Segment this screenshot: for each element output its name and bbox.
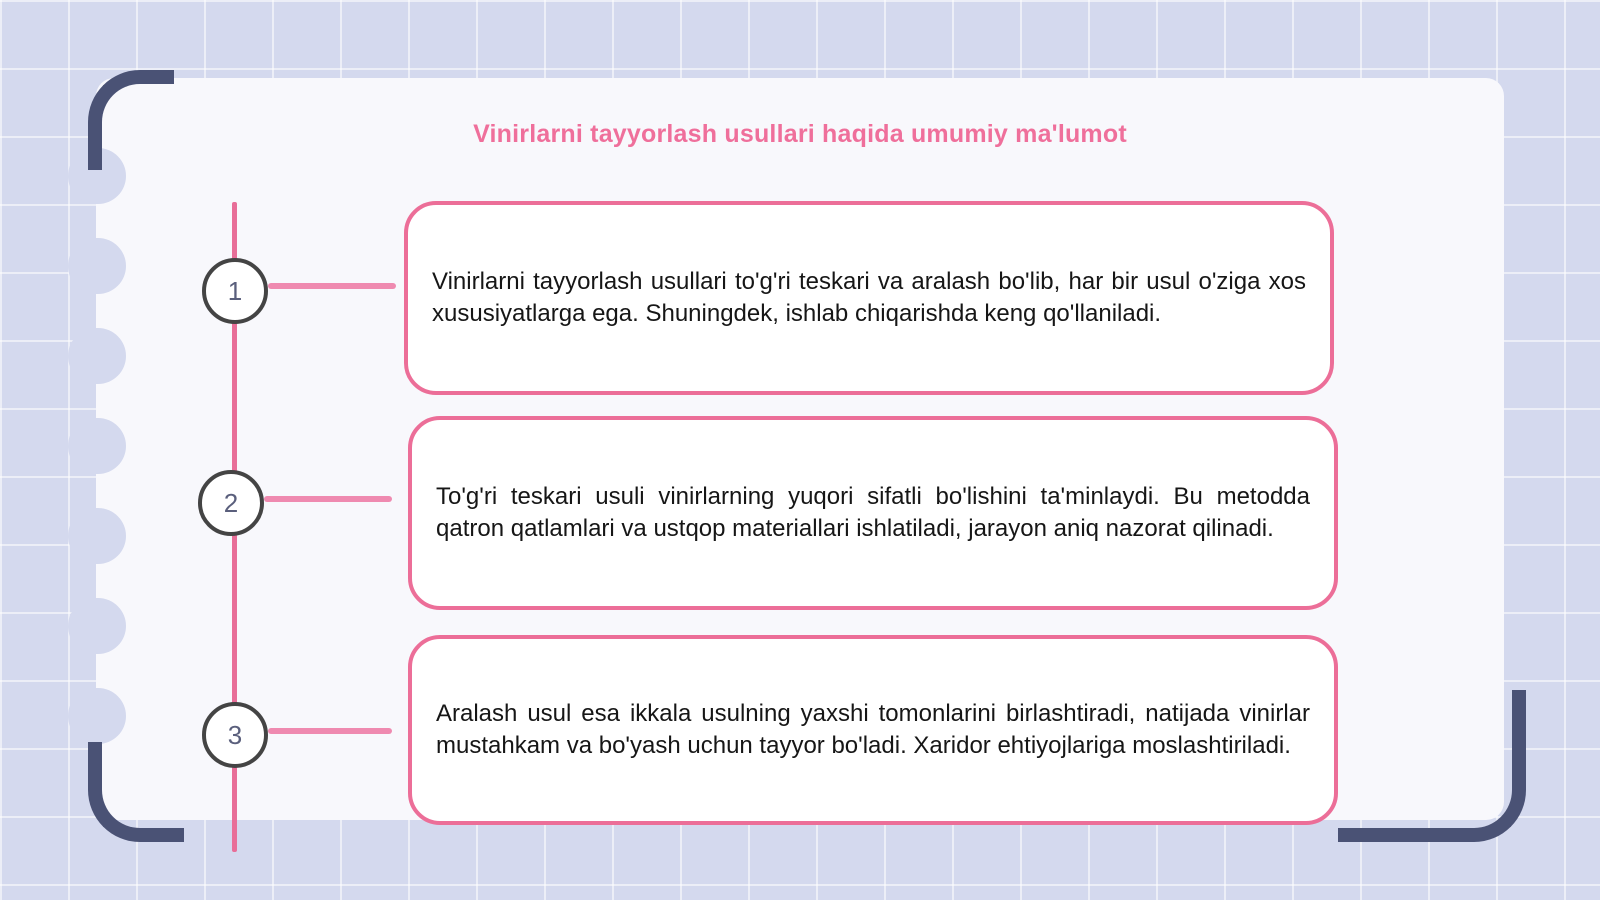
step-number-2: 2 [198, 470, 264, 536]
step-card-3-text: Aralash usul esa ikkala usulning yaxshi tomonlarini birlashtiradi, natijada vinirlar mustahkam va bo'yash uchun tayyor bo'ladi. Xaridor ehtiyojlariga moslashtiriladi. [436, 700, 1310, 759]
step-number-3: 3 [202, 702, 268, 768]
slide-title: Vinirlarni tayyorlash usullari haqida umumiy ma'lumot [473, 120, 1127, 148]
step-card-3 [408, 635, 1338, 825]
paper-edge-notch [68, 238, 126, 294]
step-connector-1 [268, 283, 396, 289]
step-connector-3 [268, 728, 392, 734]
paper-edge-notch [68, 598, 126, 654]
step-card-2-text: To'g'ri teskari usuli vinirlarning yuqori sifatli bo'lishini ta'minlaydi. Bu metodda qatron qatlamlari va ustqop materiallari ishlatiladi, jarayon aniq nazorat qilinadi. [436, 483, 1310, 542]
step-card-1-text: Vinirlarni tayyorlash usullari to'g'ri teskari va aralash bo'lib, har bir usul o'ziga xos xususiyatlarga ega. Shuningdek, ishlab chiqarishda keng qo'llaniladi. [432, 268, 1306, 327]
frame-corner-bottom-left [88, 742, 184, 842]
paper-edge-notch [68, 508, 126, 564]
step-connector-2 [264, 496, 392, 502]
step-card-1 [404, 201, 1334, 395]
frame-corner-bottom-right [1338, 690, 1526, 842]
paper-edge-notch [68, 328, 126, 384]
step-number-1: 1 [202, 258, 268, 324]
paper-edge-notch [68, 418, 126, 474]
paper-edge-notch [68, 688, 126, 744]
step-card-2 [408, 416, 1338, 610]
